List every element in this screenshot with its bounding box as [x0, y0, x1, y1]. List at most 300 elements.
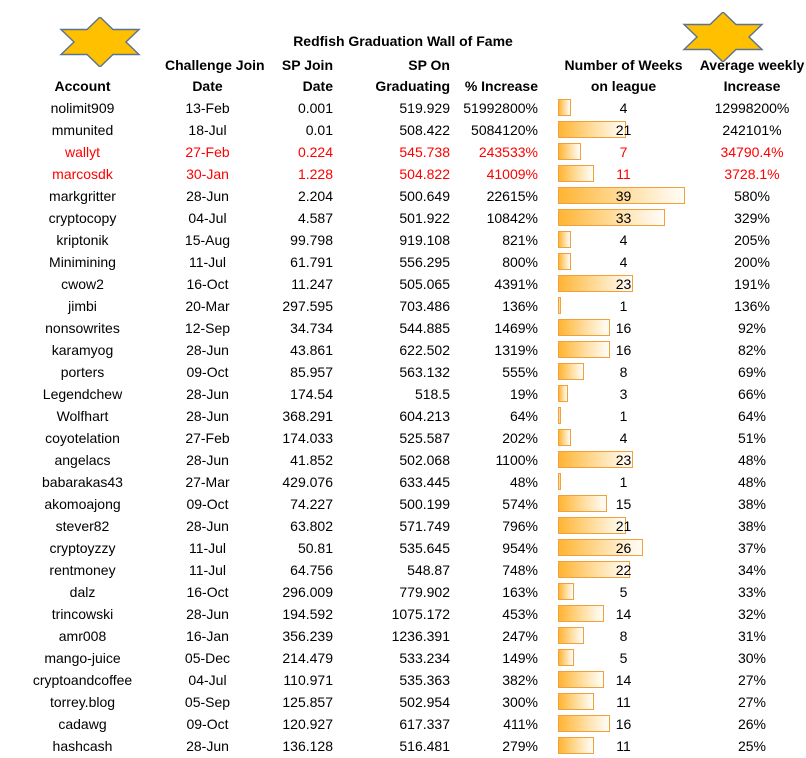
sp-on-graduating-cell: 563.132 — [399, 364, 450, 380]
weeks-value: 3 — [619, 386, 628, 402]
weeks-data-bar — [558, 627, 584, 644]
sp-join-cell: 194.592 — [282, 606, 333, 622]
table-row — [0, 515, 806, 537]
table-row — [0, 625, 806, 647]
weeks-value: 8 — [619, 628, 628, 644]
challenge-join-date-cell: 28-Jun — [186, 452, 229, 468]
pct-increase-cell: 574% — [502, 496, 538, 512]
weeks-value: 1 — [619, 408, 628, 424]
table-row — [0, 295, 806, 317]
account-cell: Minimining — [49, 254, 116, 270]
weeks-cell — [557, 207, 690, 229]
avg-weekly-cell: 12998200% — [714, 100, 790, 116]
weeks-cell — [557, 251, 690, 273]
weeks-cell — [557, 273, 690, 295]
table-row — [0, 383, 806, 405]
table-row — [0, 449, 806, 471]
avg-weekly-cell: 27% — [737, 694, 767, 710]
table-row — [0, 207, 806, 229]
account-cell: dalz — [69, 584, 96, 600]
pct-increase-cell: 51992800% — [463, 100, 538, 116]
challenge-join-date-cell: 28-Jun — [186, 606, 229, 622]
table-row — [0, 471, 806, 493]
sp-on-graduating-cell: 703.486 — [399, 298, 450, 314]
avg-weekly-cell: 191% — [734, 276, 770, 292]
challenge-join-date-cell: 09-Oct — [186, 364, 229, 380]
sp-join-cell: 214.479 — [282, 650, 333, 666]
challenge-join-date-cell: 30-Jan — [186, 166, 229, 182]
weeks-cell — [557, 141, 690, 163]
weeks-cell — [557, 581, 690, 603]
challenge-join-date-cell: 28-Jun — [186, 386, 229, 402]
account-cell: rentmoney — [49, 562, 116, 578]
weeks-cell — [557, 735, 690, 757]
pct-increase-cell: 453% — [502, 606, 538, 622]
weeks-data-bar — [558, 693, 594, 710]
table-row — [0, 427, 806, 449]
header-weeks-line2: on league — [590, 78, 657, 94]
avg-weekly-cell: 136% — [734, 298, 770, 314]
account-cell: angelacs — [54, 452, 111, 468]
table-row — [0, 97, 806, 119]
challenge-join-date-cell: 18-Jul — [188, 122, 227, 138]
account-cell: mmunited — [51, 122, 114, 138]
pct-increase-cell: 10842% — [486, 210, 538, 226]
weeks-value: 16 — [615, 342, 632, 358]
sp-join-cell: 296.009 — [282, 584, 333, 600]
avg-weekly-cell: 38% — [737, 518, 767, 534]
weeks-cell — [557, 493, 690, 515]
sp-join-cell: 2.204 — [297, 188, 333, 204]
sp-join-cell: 74.227 — [290, 496, 333, 512]
account-cell: cadawg — [58, 716, 107, 732]
pct-increase-cell: 954% — [502, 540, 538, 556]
avg-weekly-cell: 38% — [737, 496, 767, 512]
weeks-data-bar — [558, 143, 581, 160]
sp-join-cell: 368.291 — [282, 408, 333, 424]
sp-on-graduating-cell: 504.822 — [399, 166, 450, 182]
sp-on-graduating-cell: 919.108 — [399, 232, 450, 248]
sp-join-cell: 63.802 — [290, 518, 333, 534]
sp-join-cell: 34.734 — [290, 320, 333, 336]
sp-on-graduating-cell: 544.885 — [399, 320, 450, 336]
account-cell: mango-juice — [44, 650, 121, 666]
weeks-cell — [557, 119, 690, 141]
header-challenge-join-line2: Date — [192, 78, 223, 94]
table-row — [0, 713, 806, 735]
weeks-cell — [557, 295, 690, 317]
weeks-data-bar — [558, 605, 604, 622]
avg-weekly-cell: 33% — [737, 584, 767, 600]
sp-join-cell: 41.852 — [290, 452, 333, 468]
sp-join-cell: 11.247 — [291, 276, 333, 292]
weeks-data-bar — [558, 429, 571, 446]
table-row — [0, 141, 806, 163]
account-cell: markgritter — [49, 188, 116, 204]
weeks-data-bar — [558, 231, 571, 248]
weeks-data-bar — [558, 363, 584, 380]
avg-weekly-cell: 26% — [737, 716, 767, 732]
pct-increase-cell: 279% — [502, 738, 538, 754]
pct-increase-cell: 382% — [502, 672, 538, 688]
header-avg-line1: Average weekly — [699, 57, 805, 73]
challenge-join-date-cell: 16-Jan — [186, 628, 229, 644]
account-cell: cwow2 — [61, 276, 104, 292]
weeks-value: 16 — [615, 320, 632, 336]
account-cell: Legendchew — [42, 386, 123, 402]
avg-weekly-cell: 25% — [737, 738, 767, 754]
weeks-value: 4 — [619, 232, 628, 248]
avg-weekly-cell: 580% — [734, 188, 770, 204]
avg-weekly-cell: 51% — [737, 430, 767, 446]
account-cell: nolimit909 — [50, 100, 115, 116]
weeks-cell — [557, 559, 690, 581]
weeks-value: 5 — [619, 650, 628, 666]
sp-on-graduating-cell: 779.902 — [399, 584, 450, 600]
weeks-value: 23 — [615, 276, 632, 292]
sp-join-cell: 356.239 — [282, 628, 333, 644]
weeks-value: 15 — [615, 496, 632, 512]
sp-join-cell: 50.81 — [297, 540, 333, 556]
sp-on-graduating-cell: 535.645 — [399, 540, 450, 556]
weeks-value: 1 — [619, 474, 628, 490]
challenge-join-date-cell: 28-Jun — [186, 738, 229, 754]
weeks-data-bar — [558, 209, 665, 226]
challenge-join-date-cell: 28-Jun — [186, 408, 229, 424]
pct-increase-cell: 247% — [502, 628, 538, 644]
sp-join-cell: 1.228 — [297, 166, 333, 182]
sp-join-cell: 85.957 — [290, 364, 333, 380]
avg-weekly-cell: 34790.4% — [720, 144, 784, 160]
weeks-value: 23 — [615, 452, 632, 468]
challenge-join-date-cell: 28-Jun — [186, 518, 229, 534]
pct-increase-cell: 300% — [502, 694, 538, 710]
pct-increase-cell: 243533% — [478, 144, 538, 160]
weeks-cell — [557, 515, 690, 537]
challenge-join-date-cell: 09-Oct — [186, 716, 229, 732]
sp-on-graduating-cell: 508.422 — [399, 122, 450, 138]
pct-increase-cell: 555% — [502, 364, 538, 380]
pct-increase-cell: 748% — [502, 562, 538, 578]
sp-join-cell: 125.857 — [282, 694, 333, 710]
sp-join-cell: 99.798 — [290, 232, 333, 248]
pct-increase-cell: 1469% — [494, 320, 538, 336]
pct-increase-cell: 1319% — [494, 342, 538, 358]
header-sp-join-line1: SP Join — [281, 57, 333, 73]
pct-increase-cell: 796% — [502, 518, 538, 534]
avg-weekly-cell: 3728.1% — [724, 166, 780, 182]
avg-weekly-cell: 34% — [737, 562, 767, 578]
weeks-value: 26 — [615, 540, 632, 556]
weeks-value: 4 — [619, 100, 628, 116]
account-cell: trincowski — [51, 606, 114, 622]
pct-increase-cell: 48% — [509, 474, 538, 490]
challenge-join-date-cell: 11-Jul — [188, 254, 227, 270]
challenge-join-date-cell: 11-Jul — [188, 562, 227, 578]
weeks-data-bar — [558, 715, 610, 732]
table-row — [0, 163, 806, 185]
weeks-value: 4 — [619, 254, 628, 270]
table-row — [0, 317, 806, 339]
sp-join-cell: 429.076 — [282, 474, 333, 490]
table-row — [0, 119, 806, 141]
header-pct-increase: % Increase — [464, 78, 538, 94]
avg-weekly-cell: 48% — [737, 452, 767, 468]
pct-increase-cell: 411% — [503, 716, 538, 732]
weeks-value: 5 — [619, 584, 628, 600]
challenge-join-date-cell: 04-Jul — [188, 672, 227, 688]
account-cell: kriptonik — [56, 232, 109, 248]
account-cell: amr008 — [58, 628, 107, 644]
account-cell: jimbi — [68, 298, 97, 314]
table-row — [0, 691, 806, 713]
header-account-spacer — [0, 55, 165, 76]
weeks-cell — [557, 449, 690, 471]
weeks-value: 16 — [615, 716, 632, 732]
account-cell: stever82 — [55, 518, 110, 534]
pct-increase-cell: 19% — [509, 386, 538, 402]
sp-on-graduating-cell: 502.068 — [399, 452, 450, 468]
table-row — [0, 493, 806, 515]
weeks-value: 22 — [615, 562, 632, 578]
weeks-data-bar — [558, 319, 610, 336]
table-row — [0, 537, 806, 559]
challenge-join-date-cell: 05-Dec — [184, 650, 231, 666]
weeks-cell — [557, 427, 690, 449]
sp-on-graduating-cell: 535.363 — [399, 672, 450, 688]
header-account: Account — [54, 78, 111, 94]
account-cell: babarakas43 — [42, 474, 123, 490]
table-row — [0, 405, 806, 427]
sp-join-cell: 110.971 — [283, 672, 333, 688]
avg-weekly-cell: 66% — [737, 386, 767, 402]
sp-on-graduating-cell: 500.199 — [399, 496, 450, 512]
table-row — [0, 669, 806, 691]
pct-increase-cell: 163% — [502, 584, 538, 600]
table-row — [0, 361, 806, 383]
weeks-data-bar — [558, 407, 561, 424]
sp-join-cell: 174.033 — [282, 430, 333, 446]
header-row-1 — [0, 55, 806, 76]
pct-increase-cell: 800% — [502, 254, 538, 270]
sp-join-cell: 120.927 — [282, 716, 333, 732]
challenge-join-date-cell: 05-Sep — [184, 694, 231, 710]
challenge-join-date-cell: 28-Jun — [186, 188, 229, 204]
weeks-cell — [557, 185, 690, 207]
weeks-cell — [557, 669, 690, 691]
sp-on-graduating-cell: 548.87 — [407, 562, 450, 578]
sp-join-cell: 43.861 — [290, 342, 333, 358]
account-cell: nonsowrites — [45, 320, 120, 336]
weeks-data-bar — [558, 583, 574, 600]
weeks-cell — [557, 405, 690, 427]
challenge-join-date-cell: 16-Oct — [186, 276, 229, 292]
weeks-data-bar — [558, 649, 574, 666]
weeks-value: 14 — [615, 672, 632, 688]
header-pct-spacer — [455, 55, 543, 76]
weeks-value: 33 — [615, 210, 632, 226]
sp-on-graduating-cell: 1236.391 — [391, 628, 450, 644]
weeks-cell — [557, 339, 690, 361]
weeks-value: 7 — [619, 144, 628, 160]
pct-increase-cell: 41009% — [486, 166, 538, 182]
challenge-join-date-cell: 13-Feb — [185, 100, 230, 116]
weeks-value: 21 — [615, 122, 632, 138]
table-row — [0, 339, 806, 361]
sp-on-graduating-cell: 502.954 — [399, 694, 450, 710]
avg-weekly-cell: 200% — [734, 254, 770, 270]
weeks-value: 21 — [615, 518, 632, 534]
weeks-data-bar — [558, 671, 604, 688]
account-cell: torrey.blog — [49, 694, 116, 710]
weeks-cell — [557, 317, 690, 339]
header-sp-on-line1: SP On — [408, 57, 450, 73]
table-row — [0, 229, 806, 251]
table-row — [0, 603, 806, 625]
weeks-cell — [557, 229, 690, 251]
weeks-value: 4 — [619, 430, 628, 446]
avg-weekly-cell: 37% — [737, 540, 767, 556]
account-cell: hashcash — [52, 738, 113, 754]
weeks-cell — [557, 691, 690, 713]
sp-on-graduating-cell: 633.445 — [399, 474, 450, 490]
weeks-data-bar — [558, 385, 568, 402]
pct-increase-cell: 4391% — [494, 276, 538, 292]
weeks-cell — [557, 603, 690, 625]
challenge-join-date-cell: 27-Mar — [185, 474, 230, 490]
account-cell: porters — [60, 364, 105, 380]
weeks-cell — [557, 625, 690, 647]
header-row-2 — [0, 76, 806, 97]
pct-increase-cell: 136% — [502, 298, 538, 314]
avg-weekly-cell: 205% — [734, 232, 770, 248]
pct-increase-cell: 202% — [502, 430, 538, 446]
sp-on-graduating-cell: 500.649 — [399, 188, 450, 204]
sp-on-graduating-cell: 556.295 — [399, 254, 450, 270]
sp-join-cell: 297.595 — [282, 298, 333, 314]
avg-weekly-cell: 242101% — [722, 122, 782, 138]
sp-on-graduating-cell: 617.337 — [399, 716, 450, 732]
weeks-cell — [557, 713, 690, 735]
challenge-join-date-cell: 11-Jul — [188, 540, 227, 556]
challenge-join-date-cell: 15-Aug — [184, 232, 231, 248]
table-row — [0, 273, 806, 295]
challenge-join-date-cell: 04-Jul — [188, 210, 227, 226]
account-cell: wallyt — [64, 144, 100, 160]
sp-join-cell: 0.224 — [297, 144, 333, 160]
weeks-cell — [557, 97, 690, 119]
avg-weekly-cell: 92% — [737, 320, 767, 336]
weeks-cell — [557, 471, 690, 493]
sp-on-graduating-cell: 533.234 — [399, 650, 450, 666]
pct-increase-cell: 5084120% — [471, 122, 538, 138]
challenge-join-date-cell: 20-Mar — [185, 298, 230, 314]
weeks-data-bar — [558, 473, 561, 490]
table-row — [0, 735, 806, 757]
page-title: Redfish Graduation Wall of Fame — [293, 33, 513, 49]
weeks-cell — [557, 383, 690, 405]
weeks-value: 8 — [619, 364, 628, 380]
avg-weekly-cell: 329% — [734, 210, 770, 226]
header-weeks-line1: Number of Weeks — [564, 57, 683, 73]
challenge-join-date-cell: 16-Oct — [186, 584, 229, 600]
header-challenge-join-line1: Challenge Join — [165, 57, 265, 73]
avg-weekly-cell: 31% — [737, 628, 767, 644]
pct-increase-cell: 64% — [509, 408, 538, 424]
pct-increase-cell: 821% — [502, 232, 538, 248]
avg-weekly-cell: 82% — [737, 342, 767, 358]
sp-join-cell: 64.756 — [290, 562, 333, 578]
weeks-value: 39 — [615, 188, 632, 204]
sp-join-cell: 61.791 — [290, 254, 333, 270]
weeks-value: 11 — [616, 166, 631, 182]
account-cell: marcosdk — [52, 166, 113, 182]
pct-increase-cell: 1100% — [495, 452, 538, 468]
header-avg-line2: Increase — [723, 78, 781, 94]
sp-on-graduating-cell: 518.5 — [414, 386, 450, 402]
account-cell: karamyog — [51, 342, 114, 358]
account-cell: cryptoandcoffee — [32, 672, 133, 688]
weeks-data-bar — [558, 495, 607, 512]
challenge-join-date-cell: 27-Feb — [185, 144, 230, 160]
sp-on-graduating-cell: 622.502 — [399, 342, 450, 358]
sp-on-graduating-cell: 519.929 — [399, 100, 450, 116]
avg-weekly-cell: 30% — [737, 650, 767, 666]
account-cell: cryptocopy — [48, 210, 117, 226]
account-cell: coyotelation — [45, 430, 120, 446]
weeks-data-bar — [558, 341, 610, 358]
sp-on-graduating-cell: 516.481 — [399, 738, 450, 754]
table-body — [0, 97, 806, 757]
weeks-value: 11 — [616, 738, 631, 754]
sp-on-graduating-cell: 525.587 — [399, 430, 450, 446]
weeks-data-bar — [558, 99, 571, 116]
table-row — [0, 581, 806, 603]
sp-join-cell: 174.54 — [290, 386, 333, 402]
sp-join-cell: 0.001 — [297, 100, 333, 116]
pct-increase-cell: 22615% — [486, 188, 538, 204]
weeks-data-bar — [558, 165, 594, 182]
avg-weekly-cell: 69% — [737, 364, 767, 380]
sp-join-cell: 0.01 — [305, 122, 333, 138]
table-row — [0, 647, 806, 669]
sp-on-graduating-cell: 505.065 — [399, 276, 450, 292]
sp-on-graduating-cell: 1075.172 — [391, 606, 450, 622]
weeks-data-bar — [558, 253, 571, 270]
weeks-cell — [557, 163, 690, 185]
weeks-value: 1 — [619, 298, 628, 314]
avg-weekly-cell: 64% — [737, 408, 767, 424]
sp-join-cell: 4.587 — [297, 210, 333, 226]
challenge-join-date-cell: 28-Jun — [186, 342, 229, 358]
account-cell: akomoajong — [44, 496, 121, 512]
weeks-data-bar — [558, 737, 594, 754]
challenge-join-date-cell: 09-Oct — [186, 496, 229, 512]
table-row — [0, 251, 806, 273]
weeks-cell — [557, 361, 690, 383]
account-cell: cryptoyzzy — [49, 540, 116, 556]
sp-join-cell: 136.128 — [282, 738, 333, 754]
sp-on-graduating-cell: 501.922 — [399, 210, 450, 226]
header-sp-on-line2: Graduating — [375, 78, 450, 94]
sp-on-graduating-cell: 604.213 — [399, 408, 450, 424]
table-row — [0, 185, 806, 207]
weeks-value: 14 — [615, 606, 632, 622]
table-row — [0, 559, 806, 581]
weeks-data-bar — [558, 297, 561, 314]
challenge-join-date-cell: 27-Feb — [185, 430, 230, 446]
pct-increase-cell: 149% — [502, 650, 538, 666]
